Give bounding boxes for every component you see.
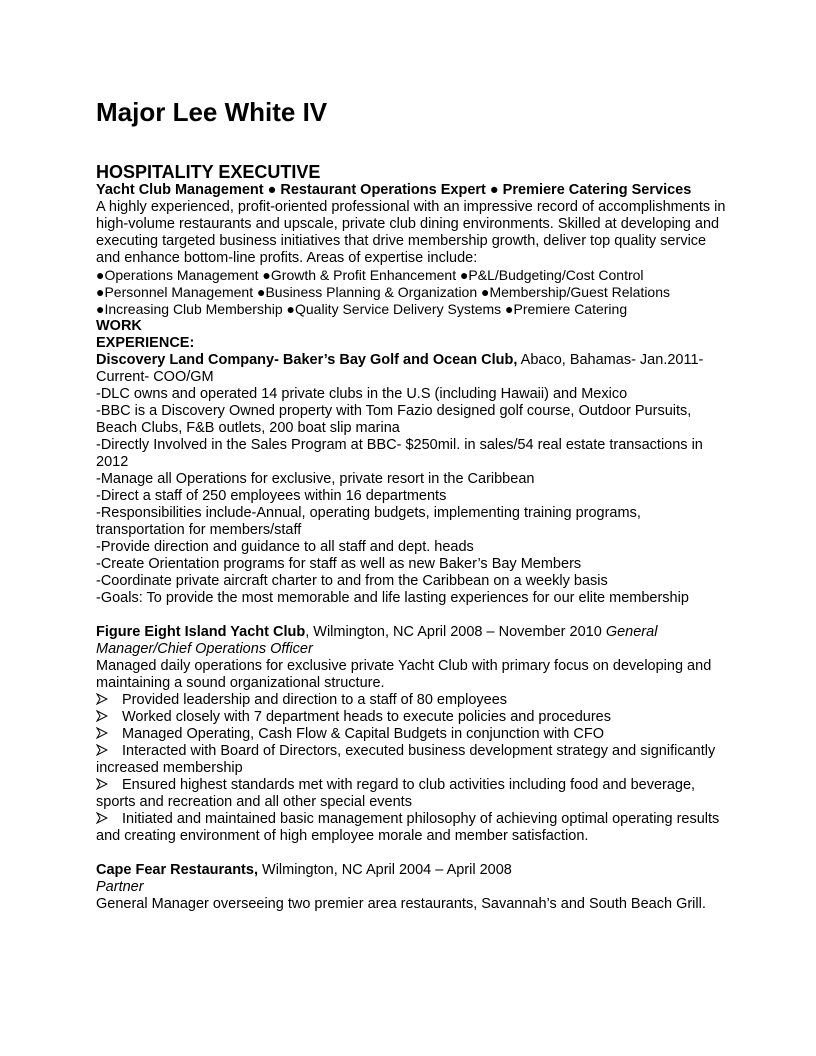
job-bullet — [96, 777, 726, 811]
job-header — [96, 624, 726, 658]
bullet-text: Interacted with Board of Directors, executed business development strategy and significantly increased membership — [96, 743, 716, 776]
job-header — [96, 862, 726, 879]
employer: Figure Eight Island Yacht Club — [96, 624, 306, 640]
arrow-bullet-icon — [96, 743, 122, 760]
bullet-text: Worked closely with 7 department heads to execute policies and procedures — [122, 709, 611, 725]
job-line: -BBC is a Discovery Owned property with Tom Fazio designed golf course, Outdoor Pursuits, Beach Clubs, F&B outlets, 200 boat slip marina — [96, 403, 692, 436]
job-bullet — [96, 709, 726, 726]
job-details: Abaco, Bahamas- Jan.2011-Current- COO/GM — [96, 352, 704, 385]
job-line: -Responsibilities include-Annual, operating budgets, implementing training programs, transportation for members/staff — [96, 505, 641, 538]
job-details: Wilmington, NC April 2004 – April 2008 — [257, 862, 512, 878]
work-heading-line1: WORK — [96, 318, 142, 334]
arrow-bullet-icon — [96, 692, 122, 709]
work-heading-line2: EXPERIENCE: — [96, 335, 195, 351]
employer: Cape Fear Restaurants, — [96, 862, 258, 878]
job-title: General Manager/Chief Operations Officer — [96, 624, 658, 657]
bullet-text: Initiated and maintained basic management philosophy of achieving optimal operating results and creating environment of high employee morale and member satisfaction. — [96, 811, 720, 844]
candidate-name: Major Lee White IV — [96, 97, 328, 127]
bullet-text: Ensured highest standards met with regard to club activities including food and beverage, sports and recreation and all other special events — [96, 777, 696, 810]
job-line: -Create Orientation programs for staff as well as new Baker’s Bay Members — [96, 556, 582, 572]
job-entry-bakers-bay — [96, 352, 726, 607]
job-title: Partner — [96, 879, 144, 895]
job-bullet — [96, 743, 726, 777]
job-entry-cape-fear — [96, 862, 726, 913]
skills-line: ●Personnel Management ●Business Planning & Organization ●Membership/Guest Relations — [96, 284, 670, 300]
job-bullet — [96, 692, 726, 709]
professional-summary: A highly experienced, profit-oriented professional with an impressive record of accomplishments in high-volume restaurants and upscale, private club dining environments. Skilled at developing and executing targeted business initiatives that drive membership growth, deliver top quality service and enhance bottom-line profits. Areas of expertise include: — [96, 199, 726, 266]
job-summary: Managed daily operations for exclusive private Yacht Club with primary focus on developing and maintaining a sound organizational structure. — [96, 658, 712, 691]
job-line: -Goals: To provide the most memorable and life lasting experiences for our elite membership — [96, 590, 689, 606]
arrow-bullet-icon — [96, 811, 122, 828]
job-bullet — [96, 726, 726, 743]
job-summary: General Manager overseeing two premier area restaurants, Savannah’s and South Beach Grill. — [96, 896, 706, 912]
spacer — [96, 128, 726, 162]
section-gap — [96, 607, 726, 624]
job-line: -Provide direction and guidance to all staff and dept. heads — [96, 539, 474, 555]
job-line: -Direct a staff of 250 employees within 16 departments — [96, 488, 447, 504]
skills-line: ●Increasing Club Membership ●Quality Service Delivery Systems ●Premiere Catering — [96, 301, 628, 317]
resume-page — [96, 96, 726, 913]
arrow-bullet-icon — [96, 777, 122, 794]
job-details: , Wilmington, NC April 2008 – November 2010 — [305, 624, 606, 640]
skills-line: ●Operations Management ●Growth & Profit Enhancement ●P&L/Budgeting/Cost Control — [96, 267, 644, 283]
arrow-bullet-icon — [96, 709, 122, 726]
job-line: -Manage all Operations for exclusive, private resort in the Caribbean — [96, 471, 535, 487]
skills-list — [96, 267, 726, 318]
job-header — [96, 352, 726, 386]
job-line: -Directly Involved in the Sales Program at BBC- $250mil. in sales/54 real estate transactions in 2012 — [96, 437, 703, 470]
employer: Discovery Land Company- Baker’s Bay Golf and Ocean Club, — [96, 352, 518, 368]
bullet-text: Provided leadership and direction to a staff of 80 employees — [122, 692, 508, 708]
arrow-bullet-icon — [96, 726, 122, 743]
job-bullet — [96, 811, 726, 845]
job-entry-figure-eight — [96, 624, 726, 845]
job-line: -Coordinate private aircraft charter to and from the Caribbean on a weekly basis — [96, 573, 608, 589]
bullet-text: Managed Operating, Cash Flow & Capital Budgets in conjunction with CFO — [122, 726, 604, 742]
headline: HOSPITALITY EXECUTIVE — [96, 162, 321, 182]
job-line: -DLC owns and operated 14 private clubs in the U.S (including Hawaii) and Mexico — [96, 386, 628, 402]
subheadline: Yacht Club Management ● Restaurant Operations Expert ● Premiere Catering Services — [96, 182, 692, 198]
section-gap — [96, 845, 726, 862]
